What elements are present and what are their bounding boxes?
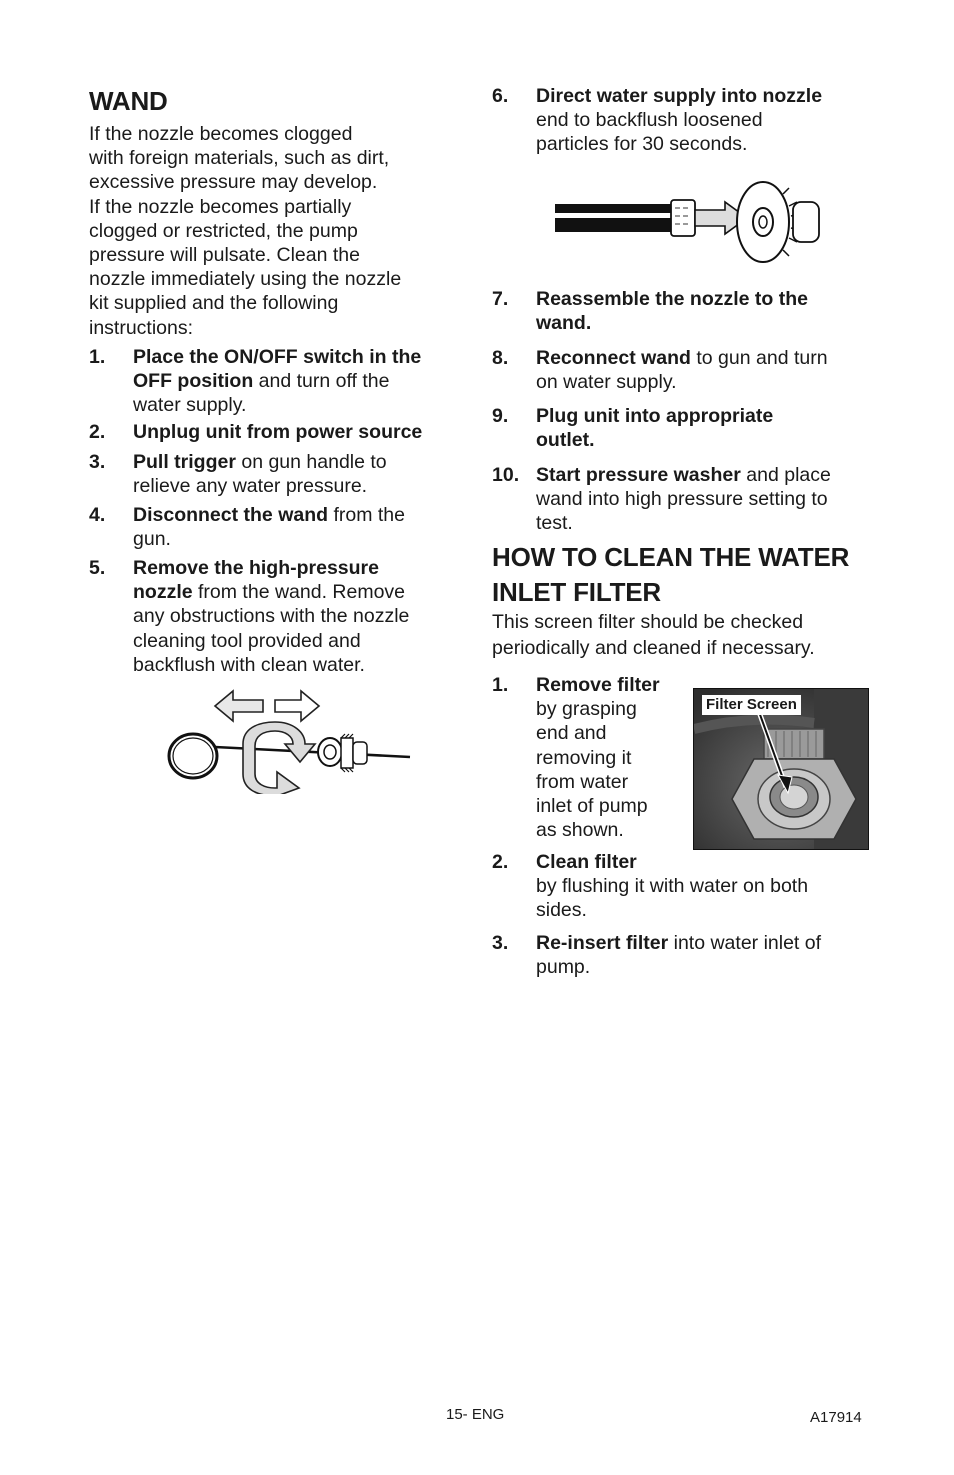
wand-intro: If the nozzle becomes clogged with foreign materials, such as dirt, excessive pressure may develop. If the nozzle becomes partially clogged or restricted, the pump pressure will pulsate. Clean the nozzle immediately using the nozzle kit supplied and the following instructions: [89,123,402,339]
filter-heading: HOW TO CLEAN THE WATER INLET FILTER [492,542,850,607]
nozzle-cleaning-tool-icon [165,684,415,794]
page-number: 15- ENG [446,1406,505,1423]
wand-heading: WAND [89,86,168,116]
filter-intro: This screen filter should be checked periodically and cleaned if necessary. [492,611,815,659]
filter-screen-label: Filter Screen [702,695,801,715]
filter-screen-photo [693,688,869,850]
backflush-nozzle-icon [553,178,825,268]
document-code: A17914 [810,1409,862,1426]
